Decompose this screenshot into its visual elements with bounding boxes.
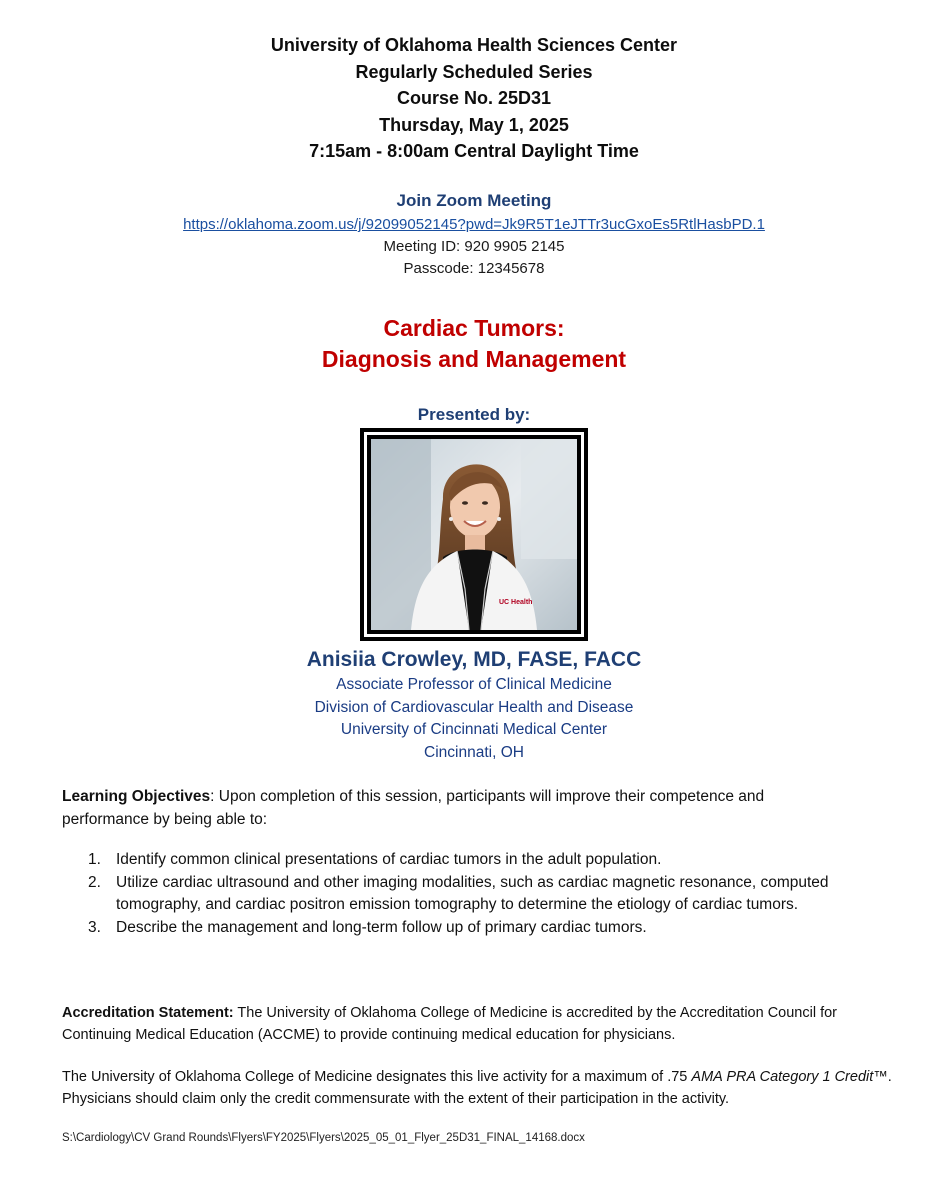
designation-text-1: The University of Oklahoma College of Medicine designates this live activity for a maximum of .75	[62, 1069, 692, 1085]
credit-name: AMA PRA Category 1 Credit™	[691, 1069, 888, 1085]
speaker-institution: University of Cincinnati Medical Center	[340, 721, 608, 738]
credit-designation	[62, 1067, 892, 1110]
zoom-link[interactable]: https://oklahoma.zoom.us/j/92099052145?pwd=Jk9R5T1eJTTr3ucGxoEs5RtlHasbPD.1	[183, 216, 765, 233]
course-number: Course No. 25D31	[396, 88, 552, 108]
objective-number: 1.	[88, 851, 101, 868]
file-path: S:\Cardiology\CV Grand Rounds\Flyers\FY2025\Flyers\2025_05_01_Flyer_25D31_FINAL_14168.docx	[62, 1132, 585, 1144]
speaker-block	[0, 646, 948, 764]
speaker-photo	[371, 439, 577, 630]
objective-number: 2.	[88, 873, 101, 891]
accreditation-text: The University of Oklahoma College of Medicine is accredited by the Accreditation Council for Continuing Medical Education (ACCME) to provide continuing medical education for physicians.	[62, 1005, 838, 1043]
speaker-photo-frame	[360, 428, 588, 641]
presented-by: Presented by:	[417, 405, 531, 424]
accreditation-label: Accreditation Statement:	[62, 1005, 234, 1021]
talk-title-line1: Cardiac Tumors:	[383, 315, 565, 341]
coat-logo-text: UC Health	[499, 599, 533, 606]
learning-objectives-text: : Upon completion of this session, participants will improve their competence and performance by being able to:	[62, 788, 765, 828]
speaker-position: Associate Professor of Clinical Medicine	[336, 676, 612, 693]
learning-objectives-intro	[62, 786, 852, 831]
accreditation-statement	[62, 1003, 892, 1046]
org-name: University of Oklahoma Health Sciences Center	[270, 35, 678, 55]
talk-title-line2: Diagnosis and Management	[321, 346, 627, 372]
objective-number: 3.	[88, 918, 101, 936]
meeting-id: Meeting ID: 920 9905 2145	[383, 238, 565, 255]
talk-title	[0, 313, 948, 375]
designation-text-2: . Physicians should claim only the credit commensurate with the extent of their participation in the activity.	[62, 1069, 892, 1107]
header-block	[0, 32, 948, 165]
series-name: Regularly Scheduled Series	[355, 61, 593, 82]
speaker-division: Division of Cardiovascular Health and Disease	[314, 698, 634, 716]
objective-text: Utilize cardiac ultrasound and other imaging modalities, such as cardiac magnetic resonance, computed tomography, and cardiac positron emission tomography to determine the etiology of cardiac tumors.	[116, 873, 829, 913]
speaker-name: Anisiia Crowley, MD, FASE, FACC	[306, 648, 642, 671]
objective-text: Identify common clinical presentations of cardiac tumors in the adult population.	[116, 851, 662, 868]
passcode: Passcode: 12345678	[403, 260, 545, 277]
objectives-list	[88, 849, 848, 939]
objective-item	[88, 849, 848, 872]
speaker-location: Cincinnati, OH	[424, 743, 524, 761]
event-date: Thursday, May 1, 2025	[379, 114, 569, 135]
zoom-title: Join Zoom Meeting	[396, 191, 552, 210]
event-time: 7:15am - 8:00am Central Daylight Time	[309, 141, 639, 161]
objective-item	[88, 917, 848, 940]
objective-item	[88, 872, 848, 917]
objective-text: Describe the management and long-term follow up of primary cardiac tumors.	[116, 918, 647, 936]
learning-objectives-label: Learning Objectives	[62, 788, 211, 805]
zoom-block	[0, 188, 948, 280]
